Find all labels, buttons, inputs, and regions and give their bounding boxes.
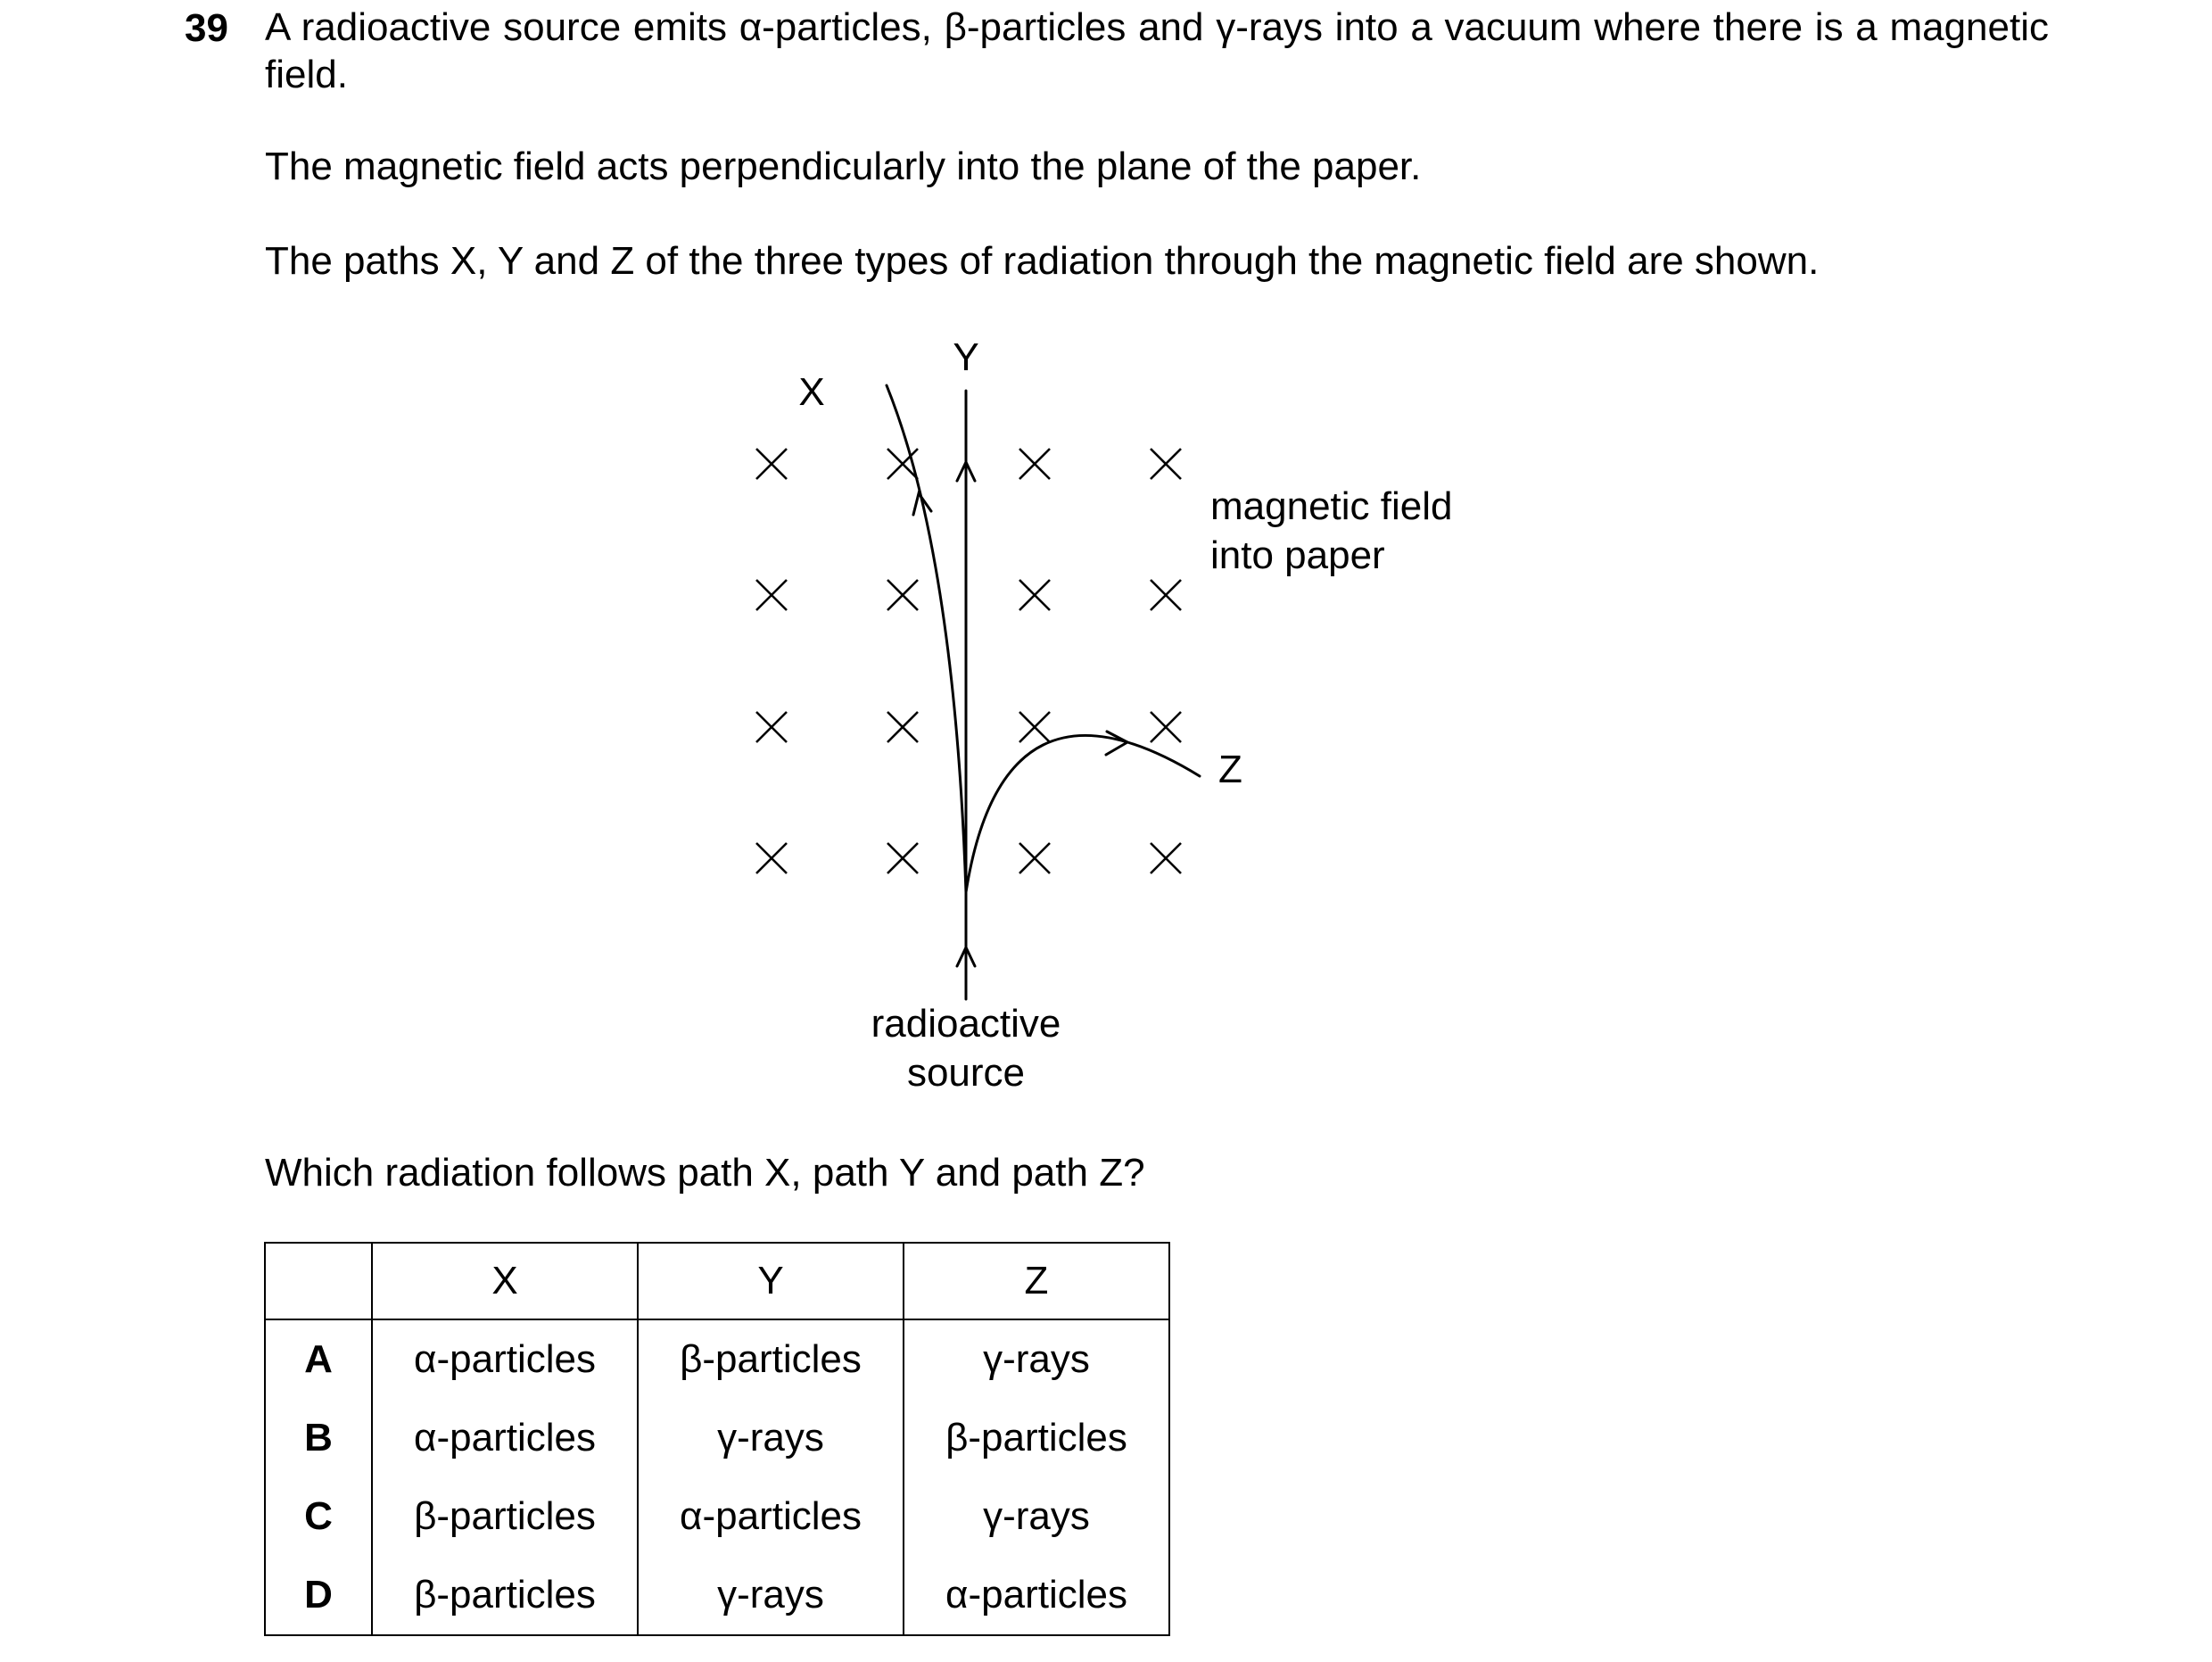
option-z-value: γ-rays <box>904 1319 1169 1399</box>
field-markers <box>756 449 1181 873</box>
option-y-value: α-particles <box>638 1477 904 1556</box>
path-z-arrowhead <box>1106 732 1127 755</box>
option-letter: A <box>265 1319 372 1399</box>
table-header-row <box>265 1243 1169 1319</box>
path-z <box>966 735 1200 892</box>
field-cross <box>1019 449 1050 479</box>
path-z-label: Z <box>1218 748 1242 791</box>
option-x-value: β-particles <box>372 1556 638 1635</box>
question-number: 39 <box>185 6 228 50</box>
header-y: Y <box>638 1243 904 1319</box>
field-cross <box>756 580 787 610</box>
header-x: X <box>372 1243 638 1319</box>
option-row-b[interactable] <box>265 1399 1169 1477</box>
option-row-c[interactable] <box>265 1477 1169 1556</box>
source-label-line1: radioactive <box>871 1002 1061 1046</box>
header-z: Z <box>904 1243 1169 1319</box>
paths-statement: The paths X, Y and Z of the three types of radiation through the magnetic field are shown. <box>265 239 1820 283</box>
question-intro: A radioactive source emits α-particles, β-particles and γ-rays into a vacuum where there is a magnetic field. <box>265 5 2049 96</box>
path-x <box>887 385 966 892</box>
field-cross <box>756 843 787 873</box>
question-prompt: Which radiation follows path X, path Y and path Z? <box>265 1151 1145 1195</box>
field-cross <box>1151 580 1181 610</box>
option-row-d[interactable] <box>265 1556 1169 1635</box>
option-letter: C <box>265 1477 372 1556</box>
option-row-a[interactable] <box>265 1319 1169 1399</box>
source-label-line2: source <box>906 1051 1026 1095</box>
option-z-value: γ-rays <box>904 1477 1169 1556</box>
option-y-value: γ-rays <box>638 1399 904 1477</box>
option-x-value: α-particles <box>372 1319 638 1399</box>
field-cross <box>1019 712 1050 742</box>
path-x-label: X <box>798 370 825 414</box>
field-label-line1: magnetic field <box>1210 484 1453 528</box>
field-cross <box>1019 843 1050 873</box>
option-letter: B <box>265 1399 372 1477</box>
field-cross <box>756 449 787 479</box>
answer-options-table <box>264 1242 1170 1636</box>
option-z-value: α-particles <box>904 1556 1169 1635</box>
field-label-line2: into paper <box>1210 533 1385 577</box>
field-cross <box>1151 449 1181 479</box>
option-y-value: β-particles <box>638 1319 904 1399</box>
header-option <box>265 1243 372 1319</box>
option-x-value: β-particles <box>372 1477 638 1556</box>
field-cross <box>887 580 918 610</box>
field-cross <box>887 712 918 742</box>
field-cross <box>1019 580 1050 610</box>
option-z-value: β-particles <box>904 1399 1169 1477</box>
field-cross <box>887 843 918 873</box>
option-letter: D <box>265 1556 372 1635</box>
field-cross <box>756 712 787 742</box>
option-y-value: γ-rays <box>638 1556 904 1635</box>
field-cross <box>1151 712 1181 742</box>
field-statement: The magnetic field acts perpendicularly into the plane of the paper. <box>265 145 1422 188</box>
option-x-value: α-particles <box>372 1399 638 1477</box>
field-cross <box>1151 843 1181 873</box>
path-y-label: Y <box>953 335 979 379</box>
